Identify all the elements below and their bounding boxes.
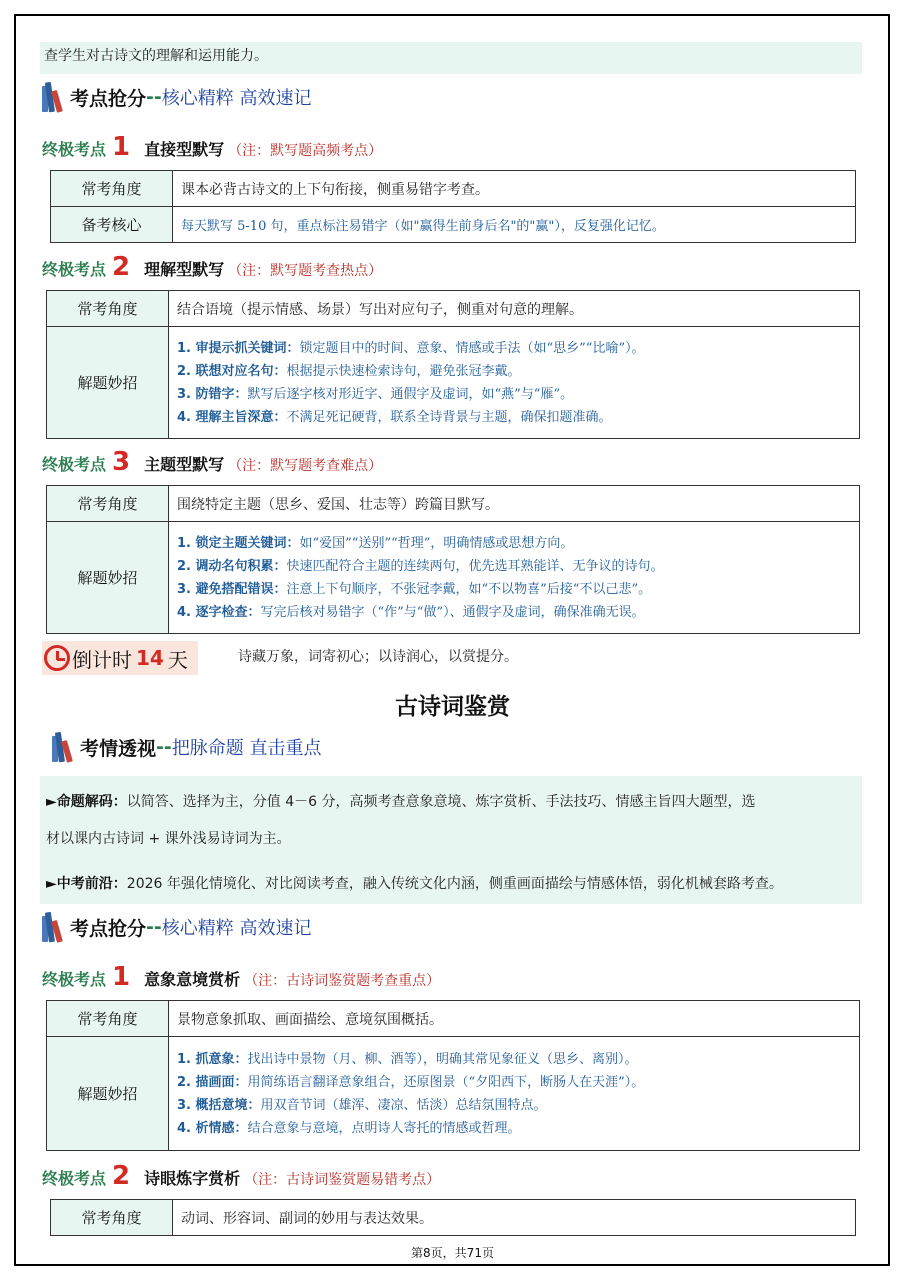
point-name: 主题型默写	[144, 455, 225, 474]
point-heading-imagery	[42, 964, 440, 994]
point-label: 终极考点	[42, 1169, 107, 1188]
section-subtitle: 核心精粹 高效速记	[161, 88, 312, 109]
point-name: 理解型默写	[144, 260, 225, 279]
intro-band	[40, 42, 862, 74]
point-note: （注：古诗词鉴赏题易错考点）	[244, 1172, 441, 1188]
section-separator: --	[146, 916, 162, 938]
clock-icon	[44, 645, 70, 671]
row-text: 景物意象抓取、画面描绘、意境氛围概括。	[169, 1001, 860, 1037]
row-label: 常考角度	[51, 171, 173, 207]
intro-text: 查学生对古诗文的理解和运用能力。	[44, 48, 268, 64]
table-understanding-dictation	[46, 290, 860, 439]
section-title: 考点抢分	[70, 917, 147, 940]
tip-item: 3. 防错字：默写后逐字核对形近字、通假字及虚词，如“燕”与“雁”。	[177, 386, 574, 402]
tip-item: 3. 避免搭配错误：注意上下句顺序，不张冠李戴，如“不以物喜”后接“不以己悲”。	[177, 581, 652, 597]
tip-item: 4. 逐字检查：写完后核对易错字（“作”与“做”）、通假字及虚词，确保准确无误。	[177, 604, 645, 620]
section-subtitle: 把脉命题 直击重点	[171, 738, 322, 759]
point-number: 1	[112, 962, 131, 992]
exam-overview-band	[40, 776, 862, 904]
tips-cell	[169, 522, 860, 634]
point-label: 终极考点	[42, 260, 107, 279]
row-label: 常考角度	[47, 1001, 169, 1037]
row-text: 课本必背古诗文的上下句衔接，侧重易错字考查。	[173, 171, 856, 207]
exam-line-frontier: ►中考前沿：2026 年强化情境化、对比阅读考查，融入传统文化内涵，侧重画面描绘与情感体悟，弱化机械套路考查。	[46, 876, 783, 892]
page-footer: 第8页，共71页	[411, 1246, 494, 1260]
section-separator: --	[156, 736, 172, 758]
point-name: 直接型默写	[144, 140, 225, 159]
point-number: 3	[112, 447, 131, 477]
row-text: 每天默写 5-10 句，重点标注易错字（如"赢得生前身后名"的"赢"），反复强化记忆。	[173, 207, 856, 243]
exam-line-decode-cont: 材以课内古诗词 + 课外浅易诗词为主。	[46, 831, 291, 847]
row-label: 常考角度	[47, 291, 169, 327]
table-direct-dictation	[50, 170, 856, 243]
row-label: 常考角度	[51, 1200, 173, 1236]
section-separator: --	[146, 86, 162, 108]
point-note: （注：默写题考查难点）	[228, 458, 383, 474]
motto-text: 诗藏万象，词寄初心；以诗润心，以赏提分。	[238, 649, 518, 665]
countdown-prefix: 倒计时	[72, 647, 132, 672]
books-icon	[52, 732, 78, 762]
row-label: 解题妙招	[47, 327, 169, 439]
countdown-number: 14	[136, 646, 164, 670]
section-heading-score	[42, 80, 312, 114]
tip-item: 2. 联想对应名句：根据提示快速检索诗句，避免张冠李戴。	[177, 363, 521, 379]
countdown-unit: 天	[167, 647, 188, 672]
point-label: 终极考点	[42, 970, 107, 989]
point-name: 诗眼炼字赏析	[144, 1169, 241, 1188]
row-text: 结合语境（提示情感、场景）写出对应句子，侧重对句意的理解。	[169, 291, 860, 327]
books-icon	[42, 82, 68, 112]
section-heading-score-2	[42, 910, 312, 944]
tips-cell	[169, 327, 860, 439]
tip-item: 2. 调动名句积累：快速匹配符合主题的连续两句，优先选耳熟能详、无争议的诗句。	[177, 558, 664, 574]
point-label: 终极考点	[42, 140, 107, 159]
table-imagery	[46, 1000, 860, 1151]
point-number: 1	[112, 132, 131, 162]
tip-item: 1. 抓意象：找出诗中景物（月、柳、酒等），明确其常见象征义（思乡、离别）。	[177, 1051, 638, 1067]
point-heading-understanding	[42, 254, 382, 284]
table-word	[50, 1199, 856, 1236]
point-heading-direct	[42, 134, 382, 164]
point-heading-word	[42, 1163, 440, 1193]
section-title: 考情透视	[80, 737, 157, 760]
point-name: 意象意境赏析	[144, 970, 241, 989]
point-number: 2	[112, 252, 131, 282]
tips-cell	[169, 1037, 860, 1151]
section-subtitle: 核心精粹 高效速记	[161, 918, 312, 939]
point-label: 终极考点	[42, 455, 107, 474]
tip-item: 4. 析情感：结合意象与意境，点明诗人寄托的情感或哲理。	[177, 1120, 521, 1136]
books-icon	[42, 912, 68, 942]
row-label: 常考角度	[47, 486, 169, 522]
row-text: 围绕特定主题（思乡、爱国、壮志等）跨篇目默写。	[169, 486, 860, 522]
point-note: （注：默写题高频考点）	[228, 143, 383, 159]
tip-item: 1. 审提示抓关键词：锁定题目中的时间、意象、情感或手法（如“思乡”“比喻”）。	[177, 340, 645, 356]
row-label: 解题妙招	[47, 1037, 169, 1151]
section-heading-exam	[52, 730, 322, 764]
point-note: （注：默写题考查热点）	[228, 263, 383, 279]
row-label: 解题妙招	[47, 522, 169, 634]
section-title: 考点抢分	[70, 87, 147, 110]
page-title: 古诗词鉴赏	[395, 694, 510, 720]
tip-item: 1. 锁定主题关键词：如“爱国”“送别”“哲理”，明确情感或思想方向。	[177, 535, 574, 551]
table-theme-dictation	[46, 485, 860, 634]
row-label: 备考核心	[51, 207, 173, 243]
tip-item: 3. 概括意境：用双音节词（雄浑、凄凉、恬淡）总结氛围特点。	[177, 1097, 547, 1113]
tip-item: 2. 描画面：用简练语言翻译意象组合，还原图景（“夕阳西下，断肠人在天涯”）。	[177, 1074, 645, 1090]
point-number: 2	[112, 1161, 131, 1191]
point-note: （注：古诗词鉴赏题考查重点）	[244, 973, 441, 989]
row-text: 动词、形容词、副词的妙用与表达效果。	[173, 1200, 856, 1236]
point-heading-theme	[42, 449, 382, 479]
countdown-badge	[42, 641, 198, 675]
exam-line-decode: ►命题解码：以简答、选择为主，分值 4－6 分，高频考查意象意境、炼字赏析、手法技巧、情感主旨四大题型，选	[46, 794, 756, 810]
tip-item: 4. 理解主旨深意：不满足死记硬背，联系全诗背景与主题，确保扣题准确。	[177, 409, 612, 425]
